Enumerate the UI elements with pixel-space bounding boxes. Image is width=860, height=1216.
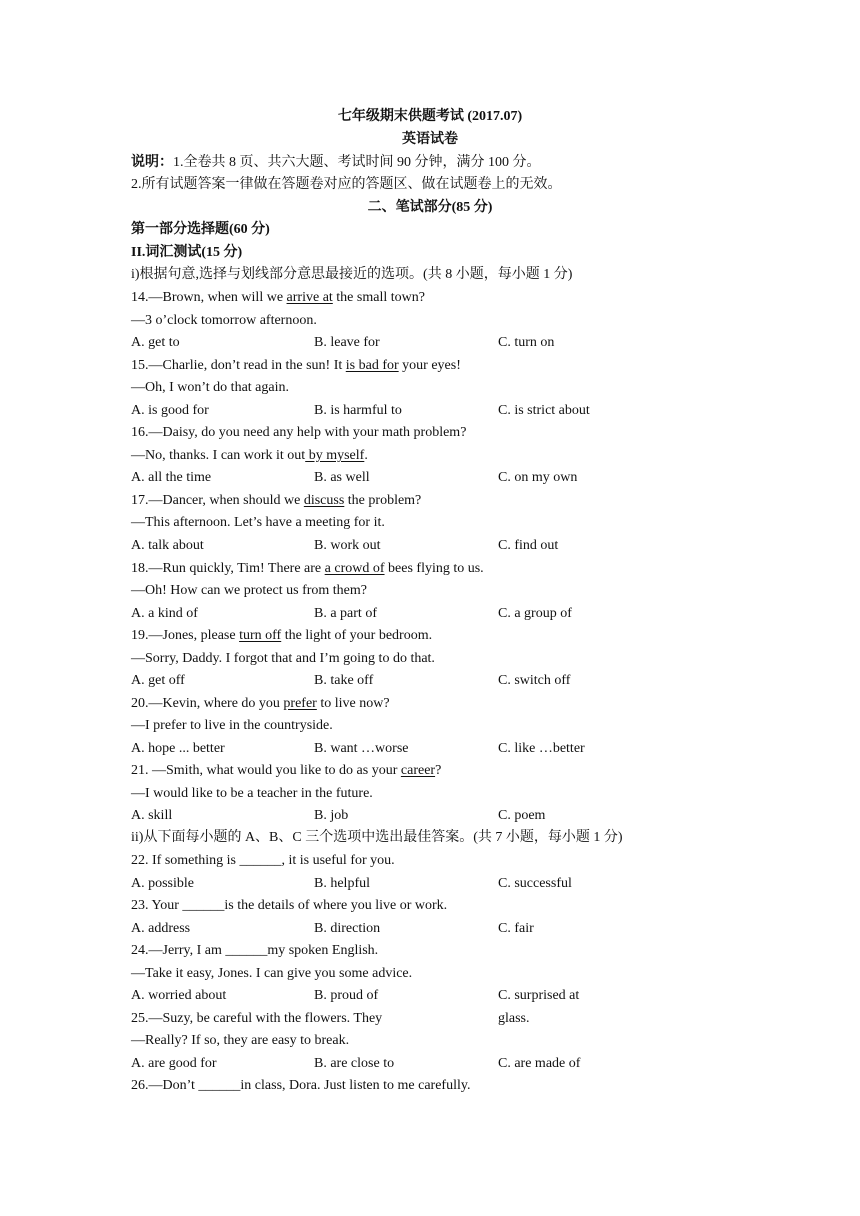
q16-reply-end: . xyxy=(364,448,368,463)
q15-reply: —Oh, I won’t do that again. xyxy=(131,380,289,395)
question-26: 26.—Don’t ______in class, Dora. Just listen to me carefully. xyxy=(131,1078,471,1093)
q24-option-a: A. worried about xyxy=(131,988,227,1003)
q19-option-b: B. take off xyxy=(314,673,374,688)
question-24: 24.—Jerry, I am ______my spoken English. xyxy=(131,943,379,958)
q14-option-a: A. get to xyxy=(131,335,180,350)
q24-reply: —Take it easy, Jones. I can give you some advice. xyxy=(131,966,413,981)
q15-text-end: your eyes! xyxy=(398,358,461,373)
q20-reply: —I prefer to live in the countryside. xyxy=(131,718,333,733)
q15-text: 15.—Charlie, don’t read in the sun! It xyxy=(131,358,346,373)
q14-option-c: C. turn on xyxy=(498,335,555,350)
q20-option-c: C. like …better xyxy=(498,741,585,756)
q16-option-b: B. as well xyxy=(314,470,370,485)
q18-option-c: C. a group of xyxy=(498,606,572,621)
q15-underlined: is bad for xyxy=(345,358,399,373)
exam-title: 七年级期末供题考试 (2017.07) xyxy=(337,109,523,124)
question-19 xyxy=(131,627,432,645)
q25-option-a: A. are good for xyxy=(131,1056,217,1071)
q21-option-c: C. poem xyxy=(498,808,546,823)
vocab-title: II.词汇测试(15 分) xyxy=(131,245,243,260)
instructions-line-2: 2.所有试题答案一律做在答题卷对应的答题区、做在试题卷上的无效。 xyxy=(131,177,562,192)
q14-reply: —3 o’clock tomorrow afternoon. xyxy=(131,313,317,328)
q20-option-a: A. hope ... better xyxy=(131,741,225,756)
q20-option-b: B. want …worse xyxy=(314,741,409,756)
q21-text: 21. —Smith, what would you like to do as your xyxy=(131,763,401,778)
q21-option-b: B. job xyxy=(314,808,349,823)
q25-option-b: B. are close to xyxy=(314,1056,395,1071)
q21-text-end: ? xyxy=(435,763,442,778)
q21-reply: —I would like to be a teacher in the future. xyxy=(131,786,373,801)
question-18 xyxy=(131,560,484,578)
q17-option-b: B. work out xyxy=(314,538,381,553)
q20-underlined: prefer xyxy=(283,696,317,711)
question-22: 22. If something is ______, it is useful for you. xyxy=(131,853,395,868)
q25-text-tail: glass. xyxy=(498,1011,530,1026)
q19-text: 19.—Jones, please xyxy=(131,628,240,643)
q14-underlined: arrive at xyxy=(286,290,333,305)
section-title: 二、笔试部分(85 分) xyxy=(367,200,493,215)
sub-section-i: i)根据句意,选择与划线部分意思最接近的选项。(共 8 小题，每小题 1 分) xyxy=(131,267,573,282)
q21-option-a: A. skill xyxy=(131,808,173,823)
q19-reply: —Sorry, Daddy. I forgot that and I’m going to do that. xyxy=(131,651,435,666)
q18-option-b: B. a part of xyxy=(314,606,377,621)
q18-reply: —Oh! How can we protect us from them? xyxy=(131,583,367,598)
instructions-text-1: 1.全卷共 8 页、共六大题、考试时间 90 分钟，满分 100 分。 xyxy=(173,155,541,170)
q16-underlined: by myself xyxy=(305,448,365,463)
q18-text-end: bees flying to us. xyxy=(384,561,484,576)
q16-reply xyxy=(131,447,368,465)
q17-reply: —This afternoon. Let’s have a meeting for it. xyxy=(131,515,385,530)
question-23: 23. Your ______is the details of where you live or work. xyxy=(131,898,448,913)
question-20 xyxy=(131,695,390,713)
q14-option-b: B. leave for xyxy=(314,335,380,350)
q24-option-b: B. proud of xyxy=(314,988,379,1003)
q23-option-a: A. address xyxy=(131,921,191,936)
q20-text-end: to live now? xyxy=(316,696,390,711)
q15-option-b: B. is harmful to xyxy=(314,403,402,418)
part-title: 第一部分选择题(60 分) xyxy=(131,222,270,237)
q16-option-c: C. on my own xyxy=(498,470,578,485)
q18-underlined: a crowd of xyxy=(324,561,385,576)
q24-option-c: C. surprised at xyxy=(498,988,580,1003)
exam-subtitle: 英语试卷 xyxy=(402,132,458,147)
q23-option-b: B. direction xyxy=(314,921,381,936)
q17-text-end: the problem? xyxy=(344,493,422,508)
q21-underlined: career xyxy=(400,763,436,778)
q16-option-a: A. all the time xyxy=(131,470,212,485)
q22-option-a: A. possible xyxy=(131,876,194,891)
q23-option-c: C. fair xyxy=(498,921,534,936)
q14-text-end: the small town? xyxy=(332,290,425,305)
q19-text-end: the light of your bedroom. xyxy=(281,628,433,643)
q17-option-a: A. talk about xyxy=(131,538,204,553)
sub-section-ii: ii)从下面每小题的 A、B、C 三个选项中选出最佳答案。(共 7 小题，每小题 1 分) xyxy=(131,830,623,845)
q15-option-c: C. is strict about xyxy=(498,403,590,418)
instructions-label: 说明： xyxy=(131,155,173,170)
question-15 xyxy=(131,357,461,375)
q16-reply-text: —No, thanks. I can work it out xyxy=(131,448,306,463)
q14-text: 14.—Brown, when will we xyxy=(131,290,287,305)
question-16: 16.—Daisy, do you need any help with your math problem? xyxy=(131,425,467,440)
q22-option-b: B. helpful xyxy=(314,876,370,891)
q17-text: 17.—Dancer, when should we xyxy=(131,493,304,508)
instructions-line-1 xyxy=(131,154,541,172)
q19-option-c: C. switch off xyxy=(498,673,571,688)
question-21 xyxy=(131,762,441,780)
q19-option-a: A. get off xyxy=(131,673,185,688)
q25-reply: —Really? If so, they are easy to break. xyxy=(131,1033,350,1048)
q22-option-c: C. successful xyxy=(498,876,572,891)
q17-option-c: C. find out xyxy=(498,538,559,553)
q20-text: 20.—Kevin, where do you xyxy=(131,696,284,711)
q15-option-a: A. is good for xyxy=(131,403,209,418)
question-14 xyxy=(131,289,425,307)
q25-option-c: C. are made of xyxy=(498,1056,581,1071)
question-25: 25.—Suzy, be careful with the flowers. They xyxy=(131,1011,383,1026)
q18-option-a: A. a kind of xyxy=(131,606,198,621)
q17-underlined: discuss xyxy=(303,493,345,508)
q18-text: 18.—Run quickly, Tim! There are xyxy=(131,561,325,576)
q19-underlined: turn off xyxy=(239,628,282,643)
question-17 xyxy=(131,492,421,510)
